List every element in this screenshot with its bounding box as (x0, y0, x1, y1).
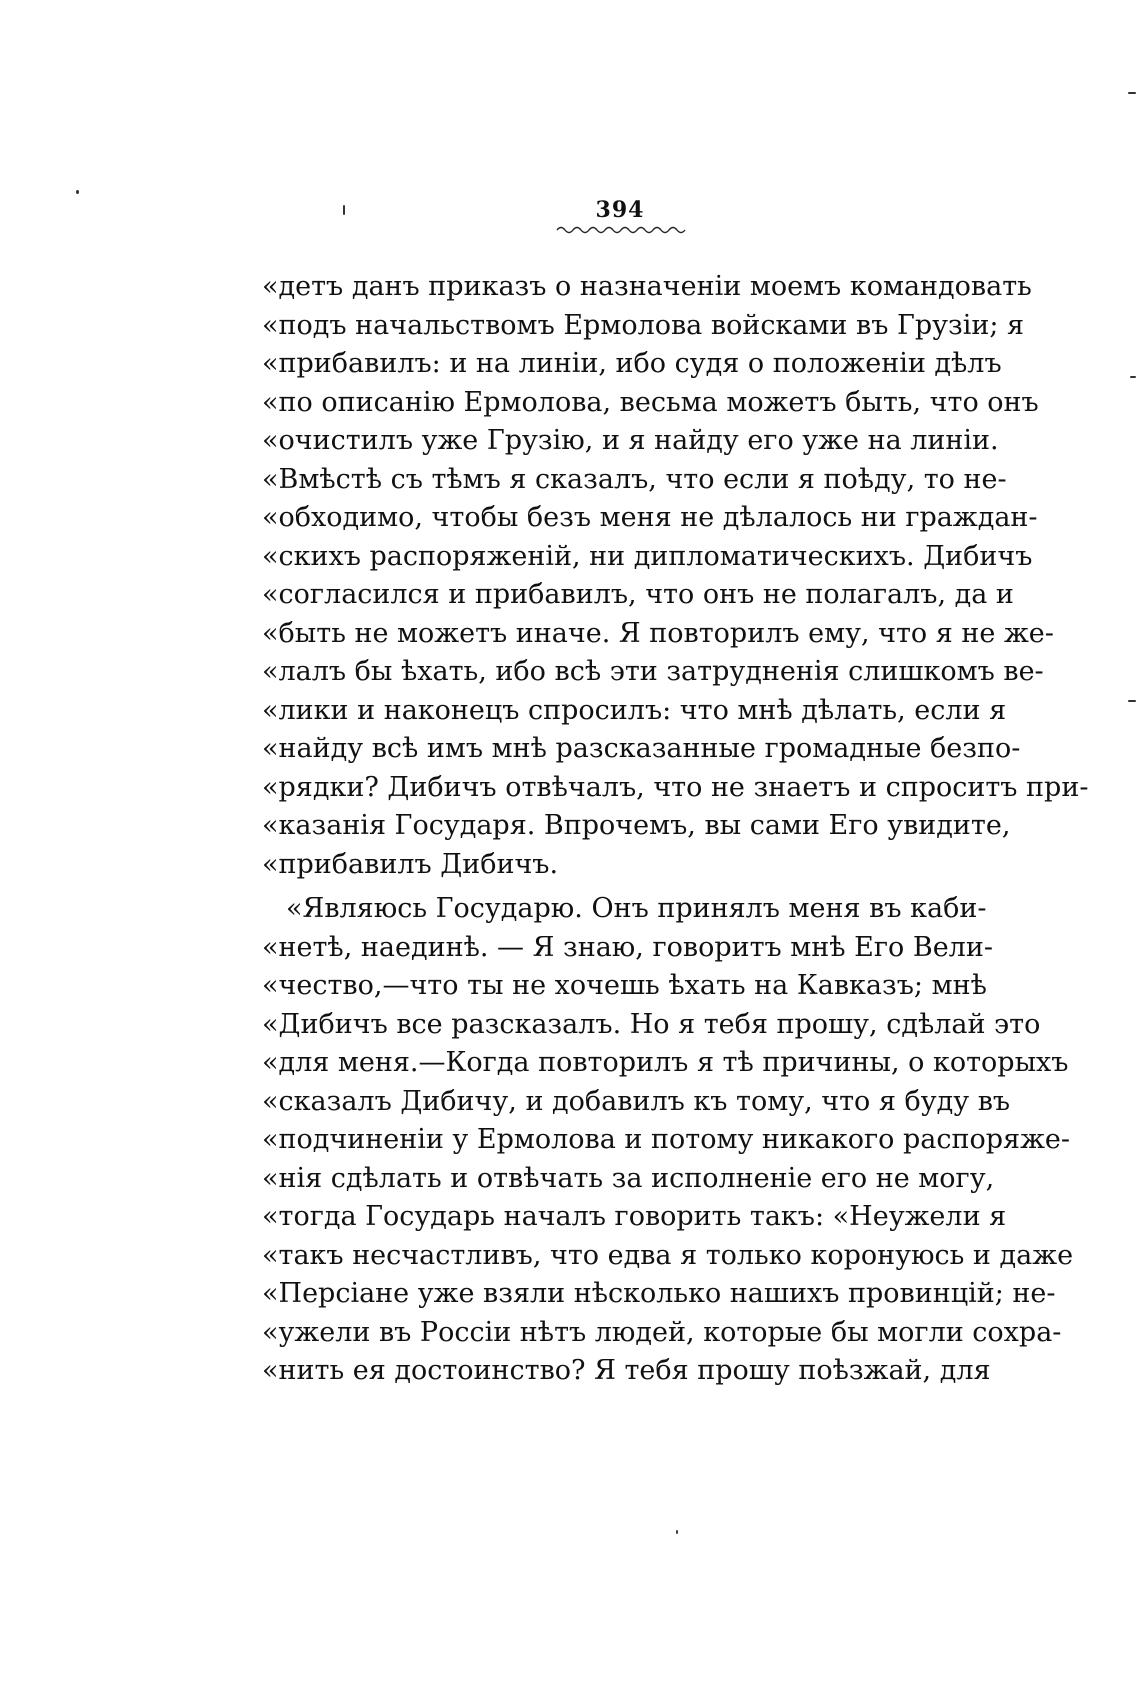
text-line: «быть не можетъ иначе. Я повторилъ ему, что я не же- (262, 617, 1054, 649)
text-line: «тогда Государь началъ говорить такъ: «Неужели я (262, 1201, 1007, 1232)
page-number: 394 (595, 197, 645, 223)
text-line: «Вмѣстѣ съ тѣмъ я сказалъ, что если я поѣду, то не- (262, 463, 1007, 495)
text-line: «очистилъ уже Грузію, и я найду его уже на линіи. (262, 425, 999, 456)
paragraph-2 (262, 890, 1074, 1391)
wavy-rule-ornament (555, 224, 685, 236)
scan-speck (343, 205, 345, 215)
scan-speck (676, 1530, 678, 1534)
text-line: «Персіане уже взяли нѣсколько нашихъ провинцій; не- (262, 1278, 1056, 1309)
text-line: «рядки? Дибичъ отвѣчалъ, что не знаетъ и спроситъ при- (262, 771, 1089, 803)
text-line: «по описанію Ермолова, весьма можетъ быть, что онъ (262, 386, 1039, 418)
text-line: «прибавилъ: и на линіи, ибо судя о положеніи дѣлъ (262, 348, 1002, 379)
text-line: «сказалъ Дибичу, и добавилъ къ тому, что я буду въ (262, 1085, 1011, 1117)
text-line: «нетѣ, наединѣ. — Я знаю, говоритъ мнѣ Его Вели- (262, 931, 993, 963)
scan-speck (1128, 92, 1136, 94)
text-line: «Дибичъ все разсказалъ. Но я тебя прошу, сдѣлай это (262, 1008, 1041, 1040)
paragraph-1 (262, 268, 1089, 884)
text-line: «Являюсь Государю. Онъ принялъ меня въ каби- (286, 893, 987, 924)
body-text (262, 268, 1089, 1391)
text-line: «ужели въ Россіи нѣтъ людей, которые бы могли сохра- (262, 1316, 1062, 1348)
text-line: «нить ея достоинство? Я тебя прошу поѣзжай, для (262, 1355, 991, 1386)
text-line: «детъ данъ приказъ о назначеніи моемъ командовать (262, 271, 1032, 302)
text-line: «подъ начальствомъ Ермолова войсками въ Грузіи; я (262, 309, 1025, 341)
text-line: «скихъ распоряженій, ни дипломатическихъ. Дибичъ (262, 540, 1033, 572)
text-line: «лики и наконецъ спросилъ: что мнѣ дѣлать, если я (262, 694, 1007, 726)
text-line: «согласился и прибавилъ, что онъ не полагалъ, да и (262, 579, 1014, 610)
text-line: «нія сдѣлать и отвѣчать за исполненіе его не могу, (262, 1162, 995, 1194)
scan-speck (1128, 700, 1136, 702)
text-line: «казанія Государя. Впрочемъ, вы сами Его увидите, (262, 810, 1011, 841)
text-line: «найду всѣ имъ мнѣ разсказанные громадные безпо- (262, 733, 1021, 764)
text-line: «прибавилъ Дибичъ. (262, 848, 559, 880)
text-line: «чество,—что ты не хочешь ѣхать на Кавказъ; мнѣ (262, 970, 987, 1001)
scan-speck (1130, 376, 1136, 378)
scan-speck (76, 190, 79, 194)
text-line: «для меня.—Когда повторилъ я тѣ причины, о которыхъ (262, 1047, 1069, 1078)
text-line: «подчиненіи у Ермолова и потому никакого распоряже- (262, 1124, 1071, 1155)
text-line: «такъ несчастливъ, что едва я только коронуюсь и даже (262, 1239, 1074, 1271)
text-line: «обходимо, чтобы безъ меня не дѣлалось ни граждан- (262, 502, 1038, 533)
text-line: «лалъ бы ѣхать, ибо всѣ эти затрудненія слишкомъ ве- (262, 656, 1044, 687)
